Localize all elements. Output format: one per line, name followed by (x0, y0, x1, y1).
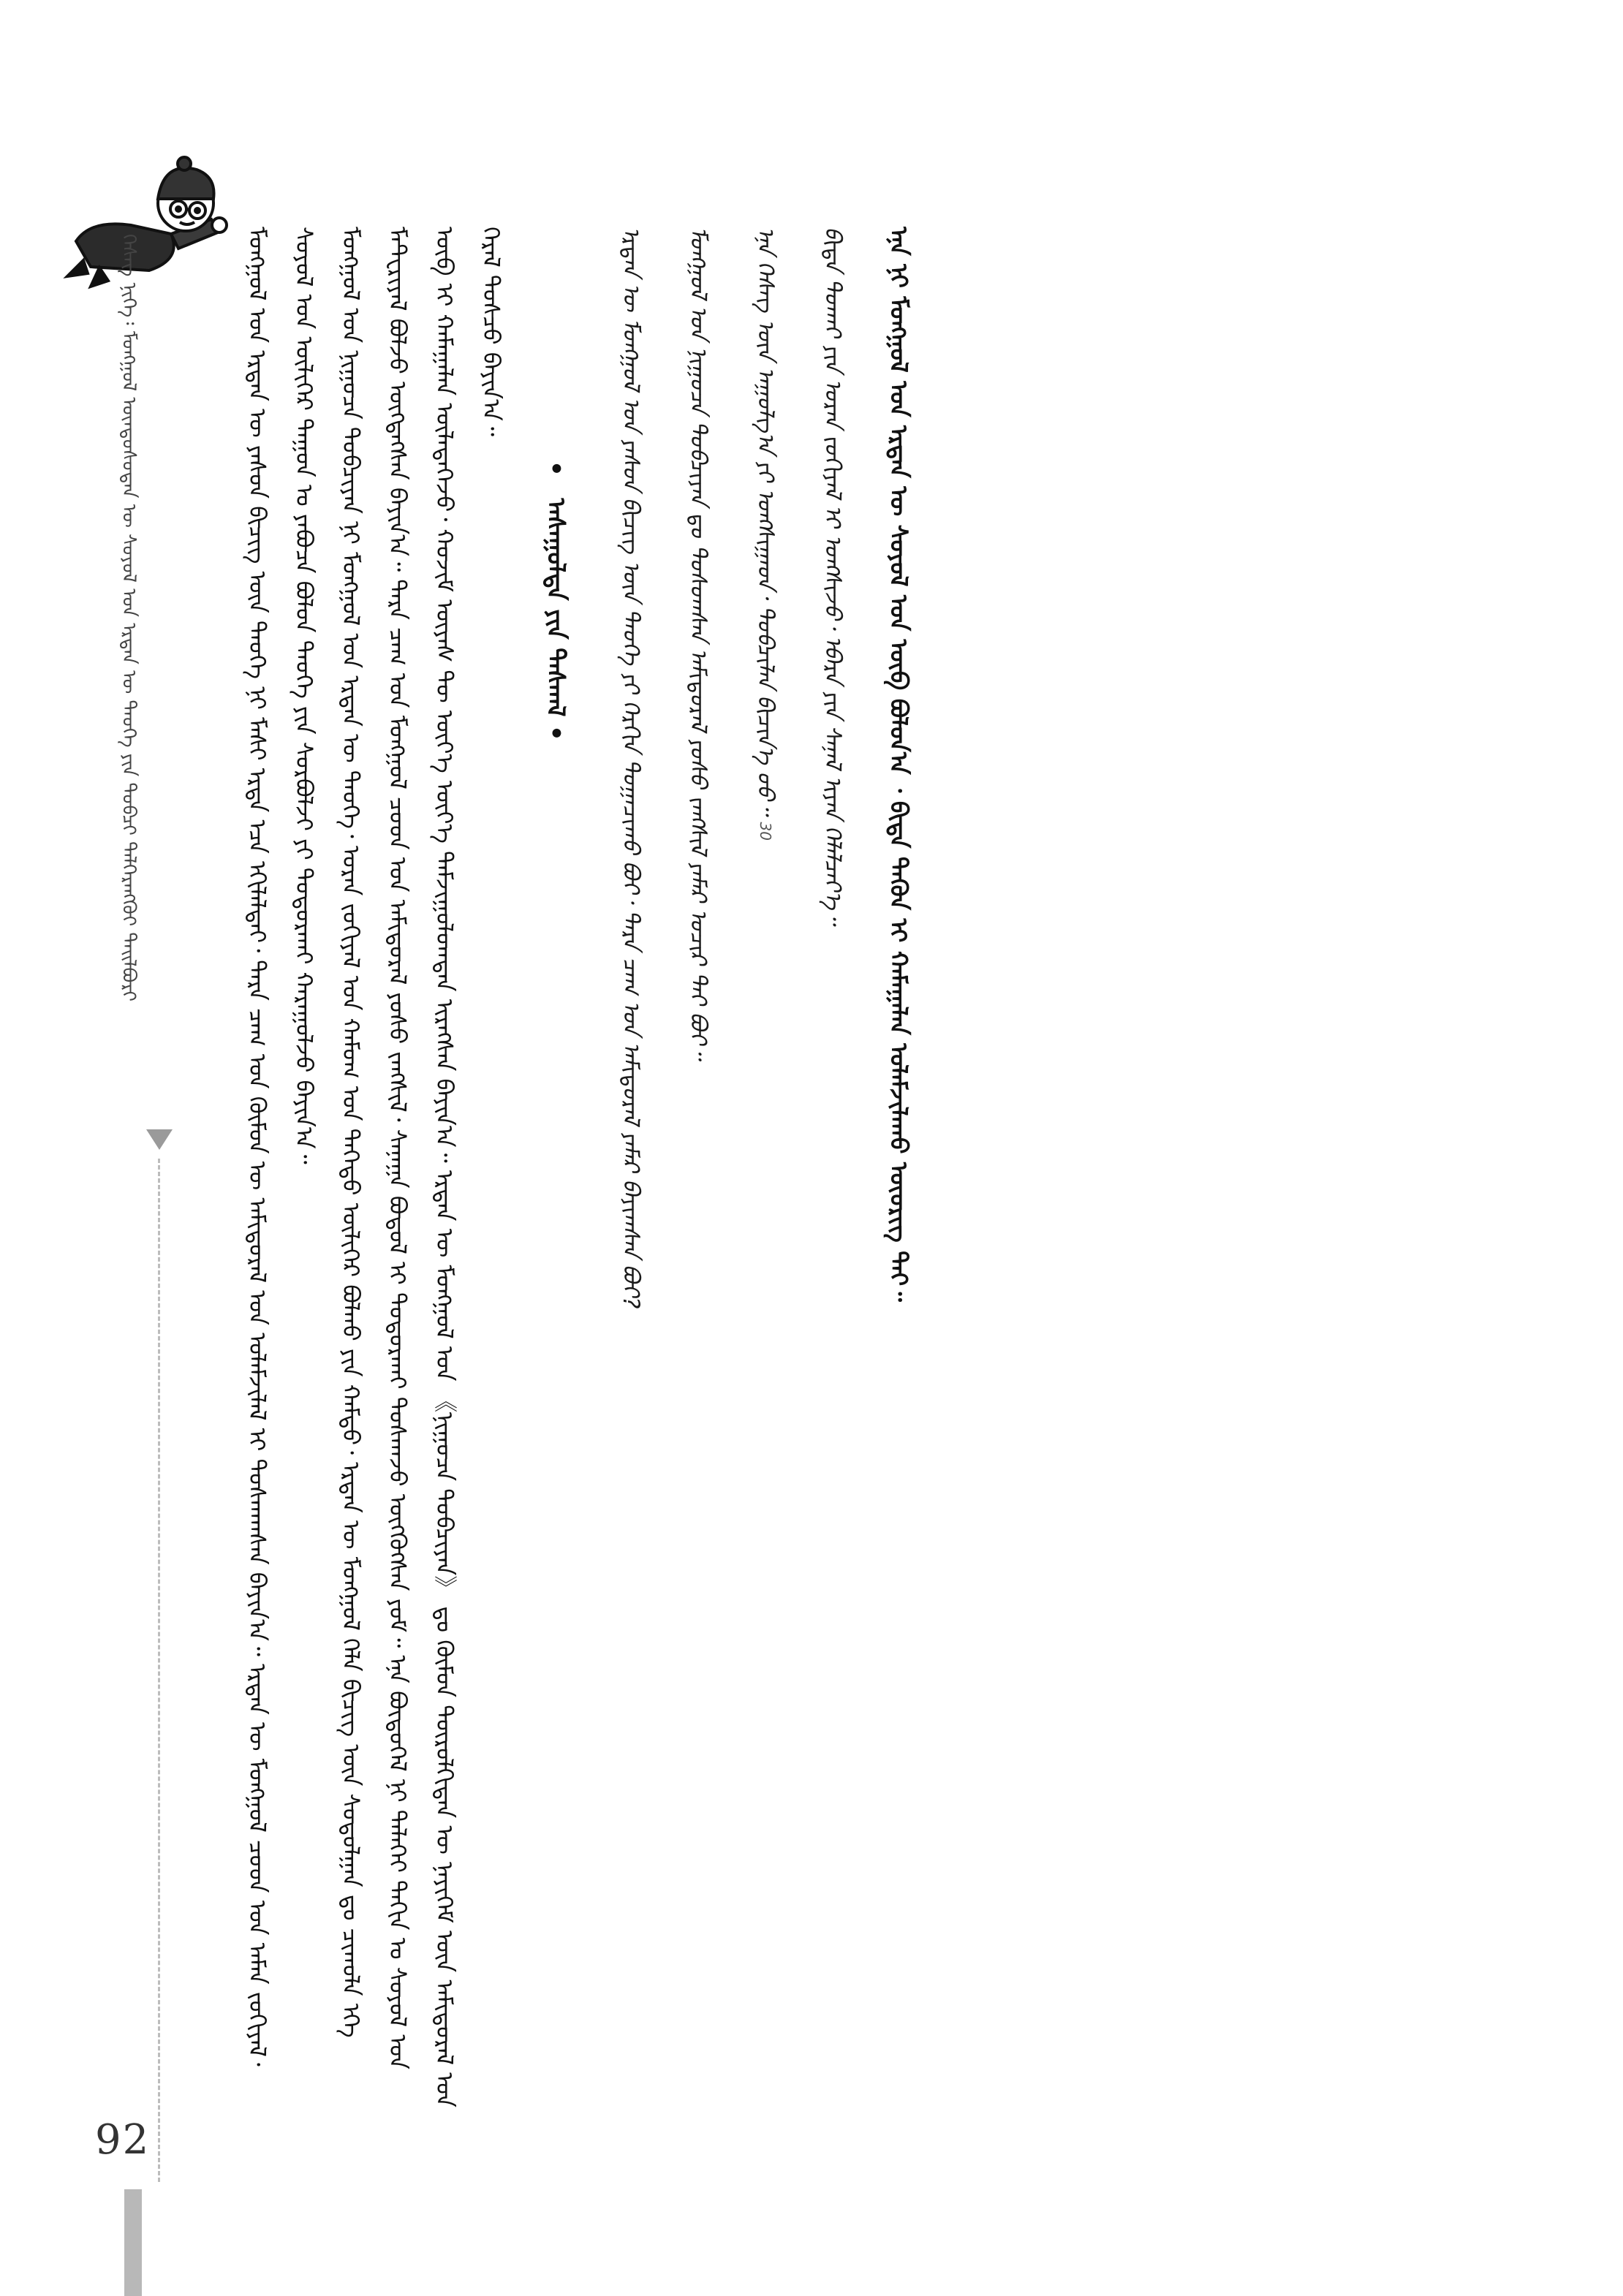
verse-3 (743, 227, 788, 2120)
verse-4: ᠪᠢᠳᠡ ᠲᠤᠬᠠᠢ ᠶᠢᠨ ᠤᠷᠠᠨ ᠵᠣᠬᠢᠶᠠᠯ ᠢ ᠤᠩᠰᠢᠵᠤ᠂ ᠡᠪᠡᠷᠡ ᠶᠢᠨ ᠰᠠᠨᠠᠯ ᠢᠶᠠᠨ ᠬᠡᠯᠡᠯᠴᠡᠶ᠎ᠡ᠃ (820, 227, 846, 925)
paragraph-1: ᠮᠣᠩᠭᠣᠯ ᠤᠨ ᠡᠷᠲᠡᠨ ᠦ ᠶᠠᠰᠤᠨ ᠪᠢᠴᠢᠭ ᠦᠨ ᠲᠡᠦᠬᠡ ᠨᠢ ᠮᠠᠰᠢ ᠡᠷᠲᠡ ᠡᠴᠡ ᠡᠬᠢᠯᠡᠯᠲᠡᠢ᠂ ᠲᠡᠷᠡ ᠴᠠᠭ ᠤᠨ ᠬᠦᠮᠦᠨ ᠦ ᠠᠮᠢᠳᠤᠷᠠᠯ ᠤᠨ ᠤᠯᠠᠮᠵᠢᠯᠠᠯ ᠢ ᠲᠤᠰᠬᠠᠭᠰᠠᠨ ᠪᠠᠶᠢᠨ᠎ᠠ᠃ ᠡᠷᠲᠡᠨ ᠦ ᠮᠣᠩᠭᠣᠯ ᠴᠤᠳ ᠤᠨ ᠠᠮᠠᠨ ᠵᠣᠬᠢᠶᠠᠯ᠂ ᠰᠣᠶᠣᠯ ᠤᠨ ᠦᠯᠢᠭᠡᠷ ᠳᠠᠭᠤᠨ ᠤ ᠶᠠᠪᠤᠴᠠ ᠪᠤᠯᠤᠨ ᠲᠡᠦᠬᠡ ᠶᠢᠨ ᠰᠤᠷᠪᠤᠯᠵᠢ ᠶᠢ ᠲᠣᠳᠣᠷᠬᠠᠶ ᠬᠠᠷᠠᠭᠤᠯᠵᠤ ᠪᠠᠶᠢᠨ᠎ᠠ᠃ (243, 227, 318, 2066)
section-heading (532, 227, 579, 2120)
verse-2: ᠮᠣᠩᠭᠣᠯ ᠤᠨ ᠨᠢᠭᠤᠴᠠ ᠲᠣᠪᠴᠢᠶᠠᠨ ᠳᠤ ᠲᠤᠰᠤᠭᠰᠠᠨ ᠠᠮᠢᠳᠤᠷᠠᠯ ᠶᠣᠰᠤ ᠵᠠᠩᠰᠢᠯ ᠶᠠᠮᠠᠷ ᠤᠴᠢᠷ ᠲᠠᠢ ᠪᠣᠢ᠃ (685, 227, 711, 1060)
header-arrow-icon (146, 1129, 173, 1150)
paragraph-2: ᠮᠣᠩᠭᠣᠯ ᠤᠨ ᠨᠢᠭᠤᠴᠠ ᠲᠣᠪᠴᠢᠶᠠᠨ ᠨᠢ ᠮᠣᠩᠭᠣᠯ ᠤᠨ ᠡᠷᠲᠡᠨ ᠦ ᠲᠡᠦᠬᠡ᠂ ᠤᠷᠠᠨ ᠵᠣᠬᠢᠶᠠᠯ ᠤᠨ ᠬᠠᠮᠤᠭ ᠤᠨ ᠳᠡᠭᠡᠳᠦ ᠦᠯᠢᠭᠡᠷ ᠪᠣᠯᠬᠤ ᠶᠢᠨ ᠬᠠᠮᠲᠤ᠂ ᠡᠷᠲᠡᠨ ᠦ ᠮᠣᠩᠭᠣᠯ ᠬᠡᠯᠡ ᠪᠢᠴᠢᠭ ᠦᠨ ᠰᠤᠳᠤᠯᠭᠠᠨ ᠳᠤ ᠴᠢᠬᠤᠯᠠ ᠡᠬᠡ ᠮᠠᠲ᠋ᠧᠷᠢᠶᠠᠯ ᠪᠣᠯᠵᠤ ᠥᠭᠳᠡᠭᠰᠡᠨ ᠪᠠᠶᠢᠨ᠎ᠠ᠃ ᠲᠡᠷᠡ ᠴᠠᠭ ᠤᠨ ᠮᠣᠩᠭᠣᠯ ᠴᠤᠳ ᠤᠨ ᠠᠮᠢᠳᠤᠷᠠᠯ ᠶᠣᠰᠤ ᠵᠠᠩᠰᠢᠯ᠂ ᠰᠠᠨᠠᠭᠠ ᠪᠣᠳᠤᠯ ᠢ ᠲᠣᠳᠣᠷᠬᠠᠶ ᠲᠤᠰᠬᠠᠵᠤ ᠥᠭᠭᠦᠭᠰᠡᠨ ᠶᠤᠮ᠃ ᠡᠨᠡ ᠪᠦᠲᠦᠭᠡᠯ ᠨᠢ ᠳᠡᠯᠡᠬᠡᠢ ᠳᠠᠬᠢᠨ ᠤ ᠰᠣᠶᠣᠯ ᠤᠨ ᠥᠪ ᠢ ᠬᠠᠮᠠᠭᠠᠯᠠᠨ ᠦᠯᠡᠳᠡᠭᠡᠵᠦ᠂ ᠬᠣᠵᠢᠮ ᠦᠶᠡᠰ ᠲᠦ ᠦᠶ᠎ᠡ ᠦᠶ᠎ᠡ ᠳᠠᠮᠵᠢᠭᠤᠯᠤᠭᠳᠠᠨ ᠢᠷᠡᠭᠰᠡᠨ ᠪᠠᠶᠢᠨ᠎ᠠ᠃ ᠡᠷᠲᠡᠨ ᠦ ᠮᠣᠩᠭᠣᠯ ᠤᠨ 《ᠨᠢᠭᠤᠴᠠ ᠲᠣᠪᠴᠢᠶᠠᠨ》 ᠳᠤ ᠬᠦᠮᠦᠨ ᠲᠥᠷᠥᠯᠬᠢᠲᠡᠨ ᠦ ᠨᠡᠶᠢᠭᠡᠮ ᠦᠨ ᠠᠮᠢᠳᠤᠷᠠᠯ ᠤᠨ ᠭᠡᠷᠡᠯ ᠲᠤᠰᠴᠤ ᠪᠠᠶᠢᠨ᠎ᠠ᠃ (337, 227, 505, 2107)
section-heading-text: ᠠᠰᠠᠭᠤᠯᠲᠠ ᠶᠢᠨ ᠳᠠᠰᠭᠠᠯ (541, 498, 570, 717)
running-header: ᠬᠡᠰᠡᠭ ᠨᠢᠭᠡ᠄ ᠮᠣᠩᠭᠣᠯ ᠦᠨᠳᠦᠰᠦᠲᠡᠨ ᠦ ᠰᠣᠶᠣᠯ ᠤᠨ ᠡᠷᠲᠡᠨ ᠦ ᠲᠡᠦᠬᠡ ᠶᠢᠨ ᠲᠣᠪᠴᠢ ᠳᠡᠯᠭᠡᠷᠡᠩᠭᠦᠢ ᠲᠠᠢᠯᠪᠤᠷᠢ (118, 234, 140, 1002)
verse-3-text: ᠡᠨᠡ ᠬᠡᠰᠡᠭ ᠦᠨ ᠠᠭᠤᠯᠭ᠎ᠠ ᠶᠢ ᠤᠩᠰᠢᠭᠠᠳ᠂ ᠲᠣᠪᠴᠢᠯᠠᠨ ᠪᠢᠴᠢᠨ᠎ᠡ ᠦᠦ᠃ (752, 227, 779, 815)
bullet-icon: • (541, 461, 570, 477)
verse-5: ᠡᠨᠡ ᠨᠢ ᠮᠣᠩᠭᠣᠯ ᠤᠨ ᠡᠷᠲᠡᠨ ᠦ ᠰᠣᠶᠣᠯ ᠤᠨ ᠥᠪ ᠪᠣᠯᠤᠨ᠎ᠠ ᠂ ᠪᠢᠳᠡ ᠲᠡᠭᠦᠨ ᠢ ᠬᠠᠮᠠᠭᠠᠯᠠᠨ ᠤᠯᠠᠮᠵᠢᠯᠠᠬᠤ ᠦᠦᠷᠢᠭ ᠲᠡᠢ᠃ (885, 227, 913, 1302)
verse-1: ᠡᠷᠲᠡᠨ ᠦ ᠮᠣᠩᠭᠣᠯ ᠤᠨ ᠶᠠᠰᠤᠨ ᠪᠢᠴᠢᠭ ᠦᠨ ᠲᠡᠦᠬᠡ ᠶᠢ ᠬᠡᠷᠬᠢᠨ ᠲᠣᠭᠠᠴᠢᠬᠤ ᠪᠤᠢ᠂ ᠲᠡᠷᠡ ᠴᠠᠭ ᠤᠨ ᠠᠮᠢᠳᠤᠷᠠᠯ ᠶᠠᠮᠠᠷ ᠪᠠᠶᠢᠭᠰᠠᠨ ᠪᠣᠢ? (618, 227, 644, 1309)
header-dashed-rule (158, 1159, 160, 2182)
margin-bar (124, 2189, 142, 2296)
body-text (234, 227, 1294, 2120)
footnote-marker: 30 (757, 822, 774, 841)
bullet-icon: • (541, 725, 570, 742)
page-number: 92 (95, 2116, 151, 2164)
